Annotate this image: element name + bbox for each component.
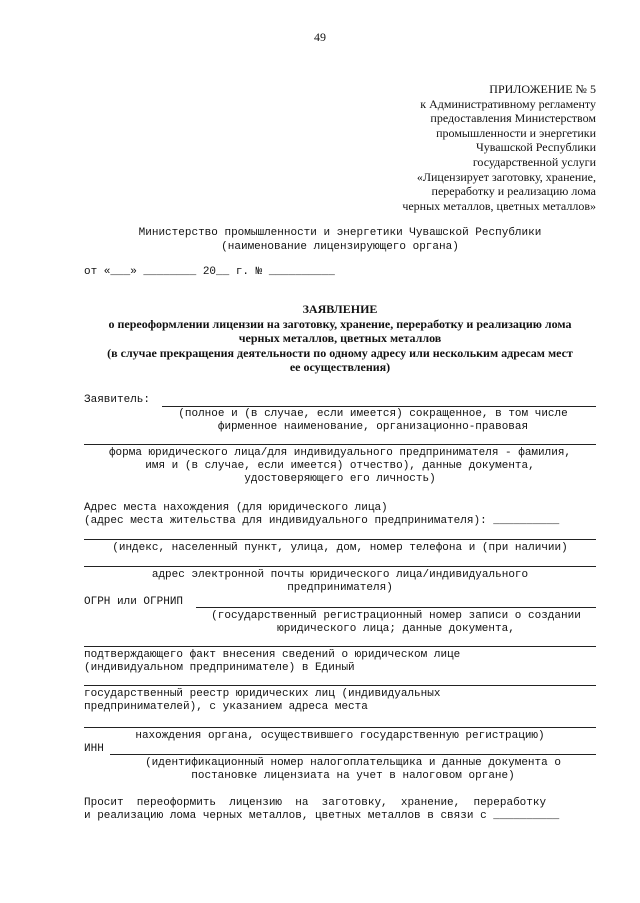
- appendix-line: переработку и реализацию лома: [431, 184, 596, 199]
- ministry-caption: (наименование лицензирующего органа): [221, 241, 459, 253]
- inn-field[interactable]: [110, 754, 596, 755]
- applicant-hint: удостоверяющего его личность): [244, 473, 436, 485]
- ogrn-label: ОГРН или ОГРНИП: [84, 596, 184, 608]
- appendix-line: черных металлов, цветных металлов»: [402, 198, 596, 213]
- inn-label: ИНН: [84, 743, 104, 755]
- statement-subtitle: (в случае прекращения деятельности по одному адресу или нескольким адресам мест: [107, 345, 573, 360]
- ogrn-hint: государственный реестр юридических лиц (индивидуальных: [84, 688, 441, 700]
- statement-subtitle: о переоформлении лицензии на заготовку, хранение, переработку и реализацию лома: [108, 316, 572, 331]
- inn-hint: (идентификационный номер налогоплательщика и данные документа о: [145, 757, 561, 769]
- applicant-hint: имя и (в случае, если имеется) отчество), данные документа,: [145, 460, 535, 472]
- address-label[interactable]: (адрес места жительства для индивидуального предпринимателя): __________: [84, 515, 560, 527]
- address-label: Адрес места нахождения (для юридического лица): [84, 502, 388, 514]
- applicant-label: Заявитель:: [84, 394, 151, 406]
- applicant-hint: форма юридического лица/для индивидуального предпринимателя - фамилия,: [108, 447, 572, 459]
- applicant-hint: фирменное наименование, организационно-правовая: [217, 421, 529, 433]
- address-hint: предпринимателя): [287, 582, 393, 594]
- date-number-line[interactable]: от «___» ________ 20__ г. № __________: [84, 266, 335, 278]
- ogrn-field[interactable]: [196, 607, 596, 608]
- appendix-block: [296, 82, 596, 213]
- ministry-name: Министерство промышленности и энергетики Чувашской Республики: [138, 227, 542, 239]
- statement-subtitle: черных металлов, цветных металлов: [238, 331, 442, 346]
- ogrn-authority-field[interactable]: [84, 727, 596, 728]
- page-number: 49: [314, 30, 326, 44]
- appendix-title: ПРИЛОЖЕНИЕ № 5: [489, 82, 596, 96]
- appendix-line: предоставления Министерством: [430, 111, 596, 126]
- statement-title-block: [84, 302, 596, 375]
- applicant-name-field[interactable]: [162, 406, 596, 407]
- applicant-hint: (полное и (в случае, если имеется) сокращенное, в том числе: [178, 408, 568, 420]
- appendix-line: государственной услуги: [472, 154, 596, 169]
- ogrn-registry-field[interactable]: [84, 685, 596, 686]
- address-hint: (индекс, населенный пункт, улица, дом, номер телефона и (при наличии): [112, 542, 568, 554]
- address-field[interactable]: [84, 539, 596, 540]
- inn-hint: постановке лицензиата на учет в налоговом органе): [191, 770, 515, 782]
- appendix-line: к Административному регламенту: [420, 96, 596, 111]
- address-email-field[interactable]: [84, 566, 596, 567]
- ministry-block: [84, 226, 596, 254]
- appendix-line: промышленности и энергетики: [436, 125, 596, 140]
- ogrn-hint: нахождения органа, осуществившего государственную регистрацию): [135, 730, 545, 742]
- ogrn-document-field[interactable]: [84, 646, 596, 647]
- ogrn-hint: юридического лица; данные документа,: [277, 623, 515, 635]
- ogrn-hint: (индивидуальном предпринимателе) в Единый: [84, 662, 355, 674]
- statement-subtitle: ее осуществления): [289, 360, 391, 375]
- applicant-form-field[interactable]: [84, 444, 596, 445]
- appendix-line: «Лицензирует заготовку, хранение,: [416, 169, 596, 184]
- ogrn-hint: предпринимателей), с указанием адреса места: [84, 701, 368, 713]
- appendix-line: Чувашской Республики: [475, 140, 596, 155]
- ogrn-hint: подтверждающего факт внесения сведений о юридическом лице: [84, 649, 461, 661]
- address-hint: адрес электронной почты юридического лица/индивидуального: [151, 569, 529, 581]
- request-text: Просит переоформить лицензию на заготовку, хранение, переработку: [84, 797, 547, 809]
- request-reason-field[interactable]: и реализацию лома черных металлов, цветных металлов в связи с __________: [84, 810, 560, 822]
- statement-title: ЗАЯВЛЕНИЕ: [302, 302, 378, 316]
- ogrn-hint: (государственный регистрационный номер записи о создании: [211, 610, 581, 622]
